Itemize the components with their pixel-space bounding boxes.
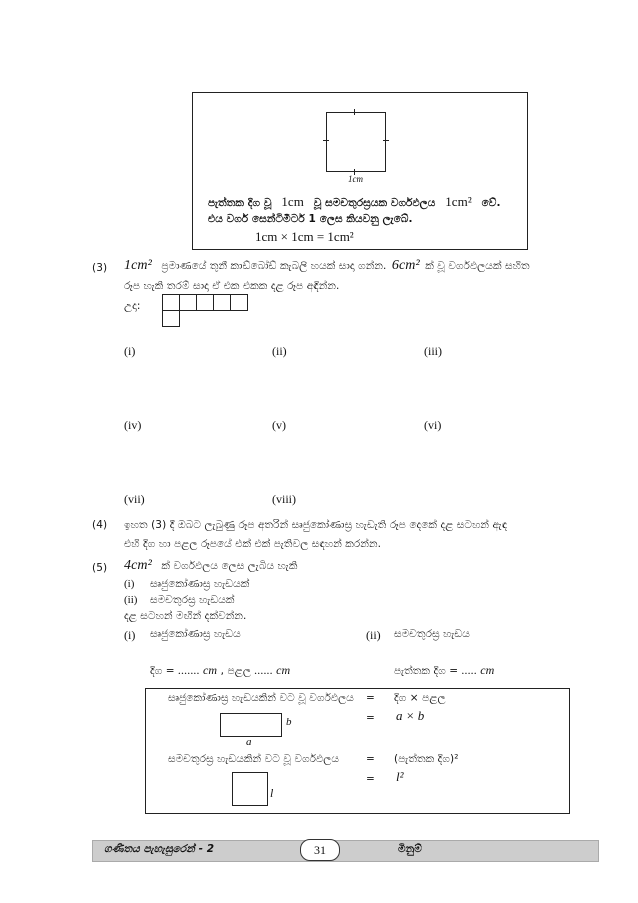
square-dimensions: පැත්තක දිග = ..... cm xyxy=(394,663,495,677)
q4-line2: එහි දිග හා පළල රූපයේ එක් එක් පැතිවල සඳහන් කරන්න. xyxy=(124,538,382,550)
q3-part-vi: (vi) xyxy=(424,418,442,432)
q5-line4: දළ සටහන් මඟින් දක්වන්න. xyxy=(124,610,247,622)
q5-i-text: සෘජුකෝණාස්‍ර හැඩයක් xyxy=(150,578,250,590)
area-summary-box xyxy=(145,688,570,814)
footer-book-title: ගණිතය පැහැසුරෙන් - 2 xyxy=(104,843,215,855)
rect-area-label: සෘජුකෝණාස්‍ර හැඩයකින් වට වූ වර්ගඵලය xyxy=(168,692,354,704)
definition-line2: එය වර්ග සෙන්ටිමීටර් 1 ලෙස කියවනු ලැබේ. xyxy=(208,213,413,225)
definition-formula: 1cm × 1cm = 1cm² xyxy=(255,229,354,244)
q4-number: (4) xyxy=(92,519,108,531)
q3-part-iii: (iii) xyxy=(424,344,442,358)
rect-dimensions: දිග = ....... cm , පළල ...... cm xyxy=(150,663,291,677)
square-diagram xyxy=(232,772,268,806)
page-number: 31 xyxy=(300,839,340,861)
rect-side-b: b xyxy=(286,716,292,728)
rect-formula-symbols: a × b xyxy=(396,708,425,723)
rect-formula-words: දිග × පළල xyxy=(394,692,446,704)
q5-sub-ii-label: (ii) xyxy=(366,628,381,642)
q3-line2: රූප හැකි තරම් සාදා ඒ එක එකක දළ රූප අඳින්න. xyxy=(124,280,340,292)
square-area-label: සමචතුරස්‍ර හැඩයකින් වට වූ වර්ගඵලය xyxy=(168,753,340,765)
square-formula-symbols: l² xyxy=(396,769,404,784)
q5-ii-label: (ii) xyxy=(124,594,138,606)
q3-part-ii: (ii) xyxy=(272,344,287,358)
q5-sub-i-label: (i) xyxy=(124,628,136,642)
q3-part-v: (v) xyxy=(272,418,286,432)
q5-sub-i-text: සෘජුකෝණාස්‍ර හැඩය xyxy=(150,628,241,640)
rect-side-a: a xyxy=(246,736,252,748)
q3-part-viii: (viii) xyxy=(272,492,296,506)
unit-square-label: 1cm xyxy=(348,174,363,184)
square-eq-2: = xyxy=(366,773,375,785)
square-eq-1: = xyxy=(366,753,375,765)
rect-eq-1: = xyxy=(366,692,375,704)
footer-chapter: මිනුම් xyxy=(398,843,422,855)
square-formula-words: (පැත්තක දිග)² xyxy=(394,753,459,765)
q3-part-vii: (vii) xyxy=(124,492,145,506)
q3-line1: 1cm² ප්‍රමාණයේ තුනී කාඩ්බෝඩ් කැබලි හයක් සාදා ගන්න. 6cm² ක් වූ වර්ගඵලයක් සහිත xyxy=(124,258,530,273)
q3-number: (3) xyxy=(92,262,108,274)
q5-sub-ii-text: සමචතුරස්‍ර හැඩය xyxy=(394,628,470,640)
q4-line1: ඉහත (3) දී ඔබට ලැබුණු රූප අතරින් සෘජුකෝණාස්‍ර හැඩැති රූප දෙකේ දළ සටහන් ඇඳ xyxy=(124,519,508,531)
unit-square xyxy=(326,112,386,172)
q5-number: (5) xyxy=(92,562,108,574)
q5-line1: 4cm² ක් වර්ගඵලය ලෙස ලැබිය හැකි xyxy=(124,558,298,573)
definition-line1: පැත්තක දිග වූ 1cm වූ සමචතුරස්‍රයක වර්ගඵලය 1cm² වේ. xyxy=(208,194,501,209)
rect-eq-2: = xyxy=(366,712,375,724)
rect-diagram xyxy=(220,713,282,737)
q3-example-label: උදා: xyxy=(124,300,141,312)
q5-ii-text: සමචතුරස්‍ර හැඩයක් xyxy=(150,594,235,606)
q5-i-label: (i) xyxy=(124,578,135,590)
square-side-l: l xyxy=(270,786,274,800)
q3-part-iv: (iv) xyxy=(124,418,142,432)
q3-part-i: (i) xyxy=(124,344,136,358)
